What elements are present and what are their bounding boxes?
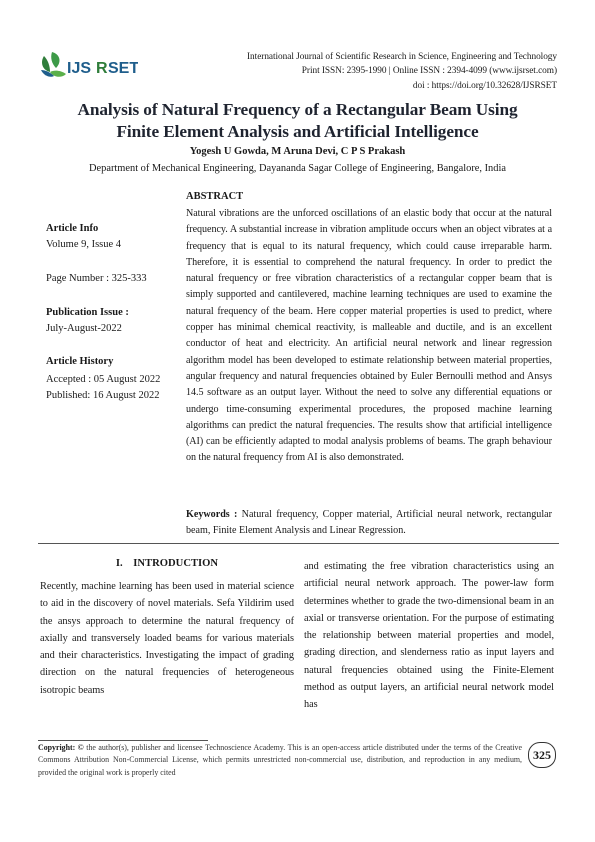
accepted-date: Accepted : 05 August 2022 (46, 374, 161, 385)
keywords (186, 507, 552, 538)
paper-affiliation: Department of Mechanical Engineering, Dayananda Sagar College of Engineering, Bangalore, India (89, 163, 506, 174)
section-divider (38, 543, 559, 544)
title-line-2: Finite Element Analysis and Artificial Intelligence (116, 122, 479, 141)
journal-logo (38, 48, 138, 84)
journal-name: International Journal of Scientific Research in Science, Engineering and Technology (247, 52, 557, 62)
journal-issn: Print ISSN: 2395-1990 | Online ISSN : 2394-4099 (www.ijsrset.com) (301, 66, 557, 76)
svg-text:IJS: IJS (67, 60, 92, 77)
keywords-text: Natural frequency, Copper material, Artificial neural network, rectangular beam, Finite Element Analysis and Linear Regression. (186, 509, 552, 536)
page-number: 325 (528, 742, 556, 768)
paper-title (40, 99, 555, 143)
article-pages: Page Number : 325-333 (46, 273, 147, 284)
keywords-label: Keywords : (186, 509, 238, 520)
paper-authors: Yogesh U Gowda, M Aruna Devi, C P S Prakash (189, 146, 406, 157)
article-history-heading: Article History (46, 356, 114, 367)
copyright-notice (38, 742, 522, 779)
publication-issue: July-August-2022 (46, 323, 122, 334)
footer-divider (38, 740, 208, 741)
journal-doi[interactable]: doi : https://doi.org/10.32628/IJSRSET (412, 81, 557, 91)
abstract-heading: ABSTRACT (186, 191, 244, 202)
introduction-left-column: Recently, machine learning has been used in material science to aid in the discovery of novel materials. Sefa Yildirim used the ansys approach to determine the natural frequency of axially and transversely loaded beams for various materials and their characteristics. Investigating the impact of grading direction on the natural frequencies of heterogeneous isotropic beams (40, 581, 294, 696)
publication-issue-heading: Publication Issue : (46, 307, 129, 318)
published-date: Published: 16 August 2022 (46, 390, 160, 401)
copyright-label: Copyright: © (38, 743, 84, 752)
copyright-text: the author(s), publisher and licensee Technoscience Academy. This is an open-access article distributed under the terms of the Creative Commons Attribution Non-Commercial License, which permits unrestricted non-commercial use, distribution, and reproduction in any medium, provided the original work is properly cited (38, 743, 522, 777)
svg-text:SET: SET (108, 60, 138, 77)
leaf-icon (41, 52, 66, 77)
title-line-1: Analysis of Natural Frequency of a Rectangular Beam Using (77, 100, 518, 119)
article-info-heading: Article Info (46, 223, 99, 234)
introduction-right-column: and estimating the free vibration characteristics using an artificial neural network approach. The power-law form determines whether to grade the two-dimensional beam in an axial or transverse orientation. For the purpose of estimating the relationship between material properties and model, grading direction, and slenderness ratio as input layers and natural frequencies obtained using the Finite-Element method as output layers, an artificial neural network model has (304, 561, 554, 711)
introduction-heading: I. INTRODUCTION (115, 558, 219, 569)
abstract-text: Natural vibrations are the unforced oscillations of an elastic body that occur at the natural frequency. A substantial increase in vibration amplitude occurs when an object vibrates at a frequency that is equal to its natural frequency, which could cause irreparable harm. Therefore, it is essential to comprehend the natural frequency. In order to predict the natural frequency or free vibration characteristics of a rectangular copper beam that is simply supported and cantilevered, machine learning techniques are used to examine the natural frequency of the beam. Here copper material properties is used to predict, where copper has minimal chemical reactivity, is malleable and ductile, and is an excellent conductor of heat and electricity. An artificial neural network and linear regression algorithm model has been developed to estimate relationship between material properties, angular frequency and natural frequencies obtained by Euler Bernoulli method and Ansys 14.5 software as an output layer. Without the need to solve any differential equations or undergo time-consuming experimental procedures, the proposed machine learning algorithms can predict the natural frequencies. The results show that artificial intelligence (AI) can be efficiently adapted to modal analysis problems of beams. The graph behaviour on the natural frequency from AI is also demonstrated. (186, 208, 552, 464)
svg-text:R: R (96, 60, 108, 77)
article-volume: Volume 9, Issue 4 (46, 239, 122, 250)
